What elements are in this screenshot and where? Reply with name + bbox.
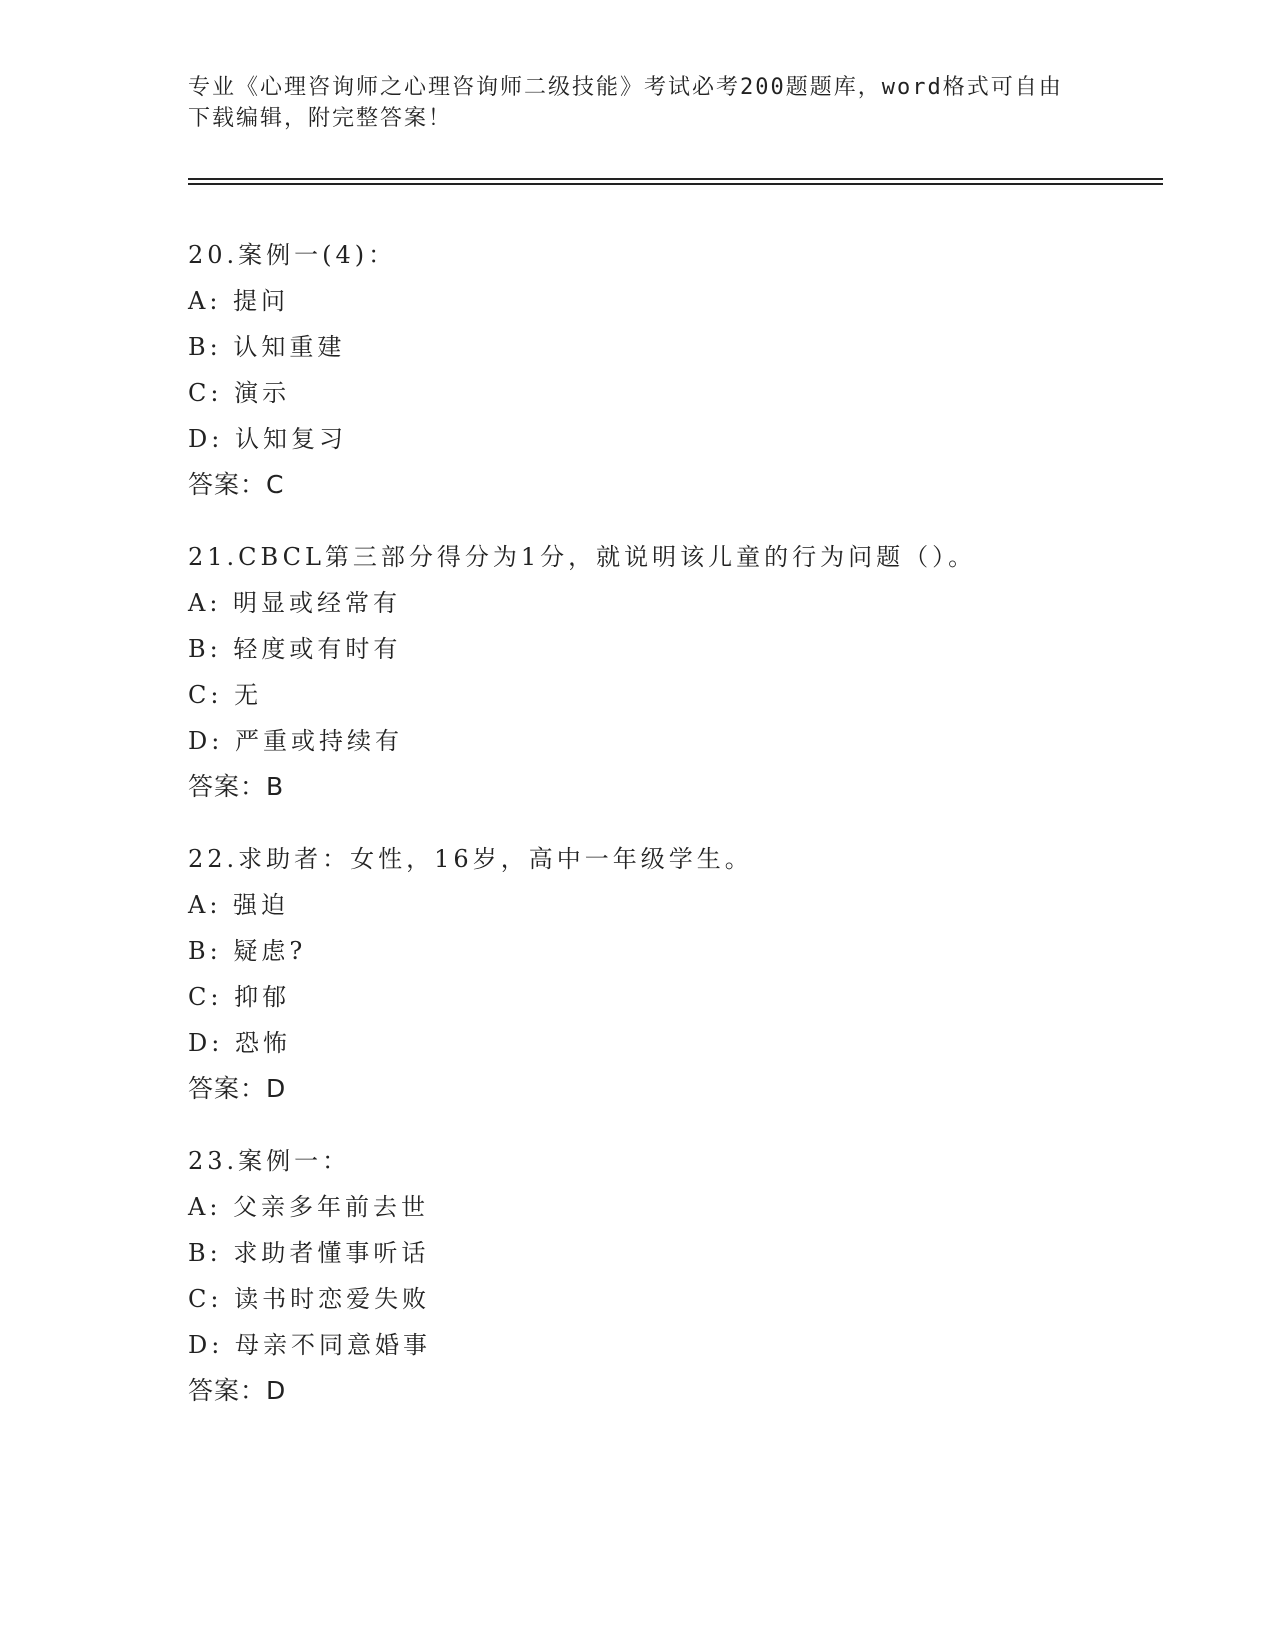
option-d: D: 母亲不同意婚事: [188, 1331, 431, 1359]
option-b: B: 认知重建: [188, 333, 346, 361]
option-c: C: 读书时恋爱失败: [188, 1285, 431, 1313]
answer-line: 答案：D: [188, 1074, 287, 1103]
option-c: C: 抑郁: [188, 983, 291, 1011]
question-stem: 22.求助者：女性，16岁，高中一年级学生。: [188, 845, 753, 873]
option-b: B: 求助者懂事听话: [188, 1239, 430, 1267]
answer-line: 答案：B: [188, 772, 285, 801]
answer-line: 答案：C: [188, 470, 285, 499]
option-a: A: 提问: [188, 287, 290, 315]
option-d: D: 认知复习: [188, 425, 347, 453]
question-item: [188, 232, 1168, 508]
question-item: [188, 1138, 1168, 1414]
question-stem: 23.案例一：: [188, 1147, 351, 1175]
option-b: B: 轻度或有时有: [188, 635, 402, 663]
option-c: C: 演示: [188, 379, 291, 407]
option-b: B: 疑虑?: [188, 937, 307, 965]
option-d: D: 严重或持续有: [188, 727, 403, 755]
option-a: A: 明显或经常有: [188, 589, 402, 617]
question-stem: 21.CBCL第三部分得分为1分，就说明该儿童的行为问题（）。: [188, 543, 977, 571]
question-item: [188, 836, 1168, 1112]
header-divider-bottom: [188, 183, 1163, 185]
option-a: A: 强迫: [188, 891, 290, 919]
answer-line: 答案：D: [188, 1376, 287, 1405]
question-list: [188, 232, 1168, 1440]
option-c: C: 无: [188, 681, 263, 709]
question-item: [188, 534, 1168, 810]
header-divider-top: [188, 178, 1163, 180]
question-stem: 20.案例一(4)：: [188, 241, 397, 269]
option-a: A: 父亲多年前去世: [188, 1193, 430, 1221]
document-header: 专业《心理咨询师之心理咨询师二级技能》考试必考200题题库，word格式可自由下载编辑，附完整答案！: [188, 75, 1063, 131]
option-d: D: 恐怖: [188, 1029, 291, 1057]
